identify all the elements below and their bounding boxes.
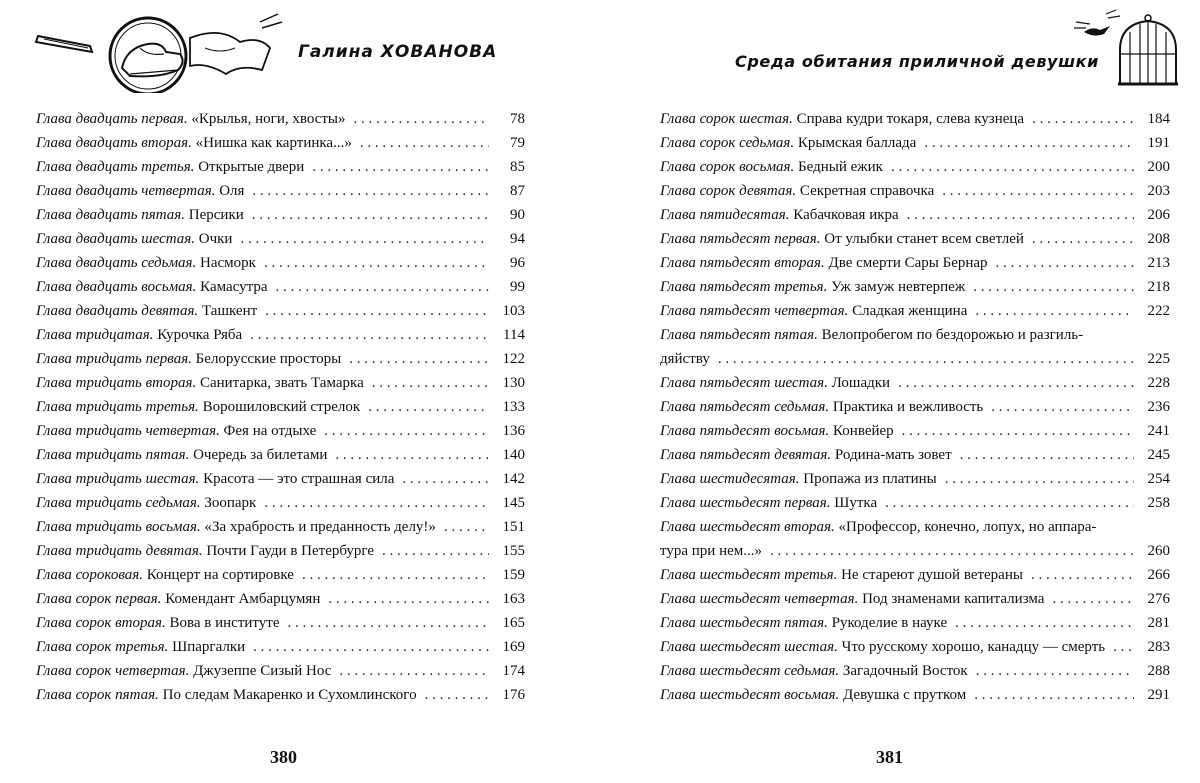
- toc-entry: Глава сорок седьмая. Крымская баллада . . . 191: [660, 131, 1170, 155]
- toc-entry: Глава сорок вторая. Вова в институте . . . 165: [36, 611, 525, 635]
- toc-entry: Глава пятьдесят первая. От улыбки станет всем светлей . . . 208: [660, 227, 1170, 251]
- toc-entry: Глава пятьдесят восьмая. Конвейер . . . 241: [660, 419, 1170, 443]
- toc-entry: Глава пятьдесят четвертая. Сладкая женщина . . . 222: [660, 299, 1170, 323]
- toc-entry: Глава пятьдесят вторая. Две смерти Сары Бернар . . . 213: [660, 251, 1170, 275]
- toc-entry: Глава пятидесятая. Кабачковая икра . . . 206: [660, 203, 1170, 227]
- toc-entry: Глава двадцать шестая. Очки . . . 94: [36, 227, 525, 251]
- toc-entry: Глава двадцать пятая. Персики . . . 90: [36, 203, 525, 227]
- left-header: [0, 0, 600, 110]
- toc-entry: Глава сорок шестая. Справа кудри токаря, слева кузнеца . . . 184: [660, 107, 1170, 131]
- toc-entry: Глава двадцать вторая. «Нишка как картинка...» . . . 79: [36, 131, 525, 155]
- toc-entry: Глава двадцать третья. Открытые двери . . . 85: [36, 155, 525, 179]
- toc-entry: Глава шестьдесят третья. Не стареют душой ветераны . . . 266: [660, 563, 1170, 587]
- book-title: Среда обитания приличной девушки: [735, 52, 1099, 71]
- birdcage-illustration: [1070, 4, 1180, 94]
- right-page: [600, 0, 1200, 783]
- toc-right: [660, 107, 1170, 707]
- toc-entry: Глава шестьдесят пятая. Рукоделие в науке . . . 281: [660, 611, 1170, 635]
- toc-entry: Глава тридцать восьмая. «За храбрость и преданность делу!» . . . 151: [36, 515, 525, 539]
- toc-entry: Глава шестьдесят первая. Шутка . . . 258: [660, 491, 1170, 515]
- toc-entry: Глава сорок третья. Шпаргалки . . . 169: [36, 635, 525, 659]
- toc-entry: Глава тридцать третья. Ворошиловский стрелок . . . 133: [36, 395, 525, 419]
- toc-entry: Глава тридцать первая. Белорусские просторы . . . 122: [36, 347, 525, 371]
- toc-entry: Глава шестьдесят седьмая. Загадочный Восток . . . 288: [660, 659, 1170, 683]
- toc-entry: Глава пятьдесят третья. Уж замуж невтерпеж . . . 218: [660, 275, 1170, 299]
- toc-entry: Глава тридцать шестая. Красота — это страшная сила . . . 142: [36, 467, 525, 491]
- toc-entry: Глава пятьдесят седьмая. Практика и вежливость . . . 236: [660, 395, 1170, 419]
- toc-entry: Глава двадцать седьмая. Насморк . . . 96: [36, 251, 525, 275]
- toc-entry: Глава тридцать пятая. Очередь за билетами . . . 140: [36, 443, 525, 467]
- toc-entry: Глава тридцать седьмая. Зоопарк . . . 145: [36, 491, 525, 515]
- toc-entry: Глава сорок четвертая. Джузеппе Сизый Нос . . . 174: [36, 659, 525, 683]
- toc-entry: Глава сороковая. Концерт на сортировке . . . 159: [36, 563, 525, 587]
- toc-entry: Глава сорок пятая. По следам Макаренко и Сухомлинского . . . 176: [36, 683, 525, 707]
- page-number-left: 380: [270, 747, 297, 767]
- toc-entry: Глава шестьдесят восьмая. Девушка с прутком . . . 291: [660, 683, 1170, 707]
- toc-entry: Глава двадцать первая. «Крылья, ноги, хвосты» . . . 78: [36, 107, 525, 131]
- toc-entry: Глава пятьдесят пятая. Велопробегом по бездорожью и разгиль- дяйству . . . 225: [660, 323, 1170, 371]
- page-number-right: 381: [876, 747, 903, 767]
- toc-entry: Глава шестьдесят вторая. «Профессор, конечно, лопух, но аппара- тура при нем...» . . . 260: [660, 515, 1170, 563]
- toc-entry: Глава шестидесятая. Пропажа из платины . . . 254: [660, 467, 1170, 491]
- toc-entry: Глава пятьдесят шестая. Лошадки . . . 228: [660, 371, 1170, 395]
- toc-entry: Глава тридцать девятая. Почти Гауди в Петербурге . . . 155: [36, 539, 525, 563]
- magnifier-shoe-illustration: [30, 8, 300, 93]
- toc-entry: Глава сорок восьмая. Бедный ежик . . . 200: [660, 155, 1170, 179]
- toc-entry: Глава двадцать девятая. Ташкент . . . 103: [36, 299, 525, 323]
- toc-left: [36, 107, 525, 707]
- toc-entry: Глава тридцатая. Курочка Ряба . . . 114: [36, 323, 525, 347]
- toc-entry: Глава шестьдесят шестая. Что русскому хорошо, канадцу — смерть . . . 283: [660, 635, 1170, 659]
- toc-entry: Глава шестьдесят четвертая. Под знаменами капитализма . . . 276: [660, 587, 1170, 611]
- toc-entry: Глава двадцать восьмая. Камасутра . . . 99: [36, 275, 525, 299]
- right-header: [600, 0, 1200, 110]
- toc-entry: Глава сорок первая. Комендант Амбарцумян . . . 163: [36, 587, 525, 611]
- toc-entry: Глава тридцать четвертая. Фея на отдыхе . . . 136: [36, 419, 525, 443]
- author-name: Галина ХОВАНОВА: [298, 42, 498, 62]
- toc-entry: Глава пятьдесят девятая. Родина-мать зовет . . . 245: [660, 443, 1170, 467]
- toc-entry: Глава двадцать четвертая. Оля . . . 87: [36, 179, 525, 203]
- toc-entry: Глава тридцать вторая. Санитарка, звать Тамарка . . . 130: [36, 371, 525, 395]
- toc-entry: Глава сорок девятая. Секретная справочка . . . 203: [660, 179, 1170, 203]
